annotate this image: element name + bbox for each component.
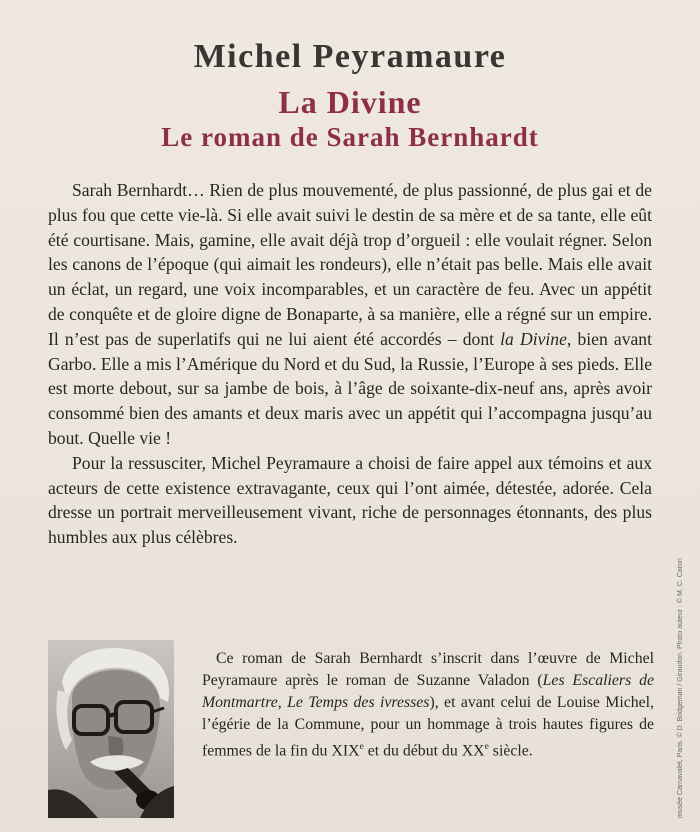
summary-paragraph-1: Sarah Bernhardt… Rien de plus mouvementé, de plus passionné, de plus gai et de plus fou que cette vie-là. Si elle avait suivi le destin de sa mère et de sa tante, elle eût été courtisane. Mais, gamine, elle avait déjà trop d’orgueil : elle voulait régner. Selon les canons de l’époque (qui aimait les rondeurs), elle n’était pas belle. Mais elle avait un éclat, un regard, une voix incomparables, et un caractère de feu. Avec un appétit de conquête et de gloire digne de Bonaparte, à sa manière, elle a régné sur un empire. Il n’est pas de superlatifs qui ne lui aient été accordés – dont la Divine, bien avant Garbo. Elle a mis l’Amérique du Nord et du Sud, la Russie, l’Europe à ses pieds. Elle est morte debout, sur sa jambe de bois, à l’âge de soixante-dix-neuf ans, après avoir consommé bien des amants et deux maris avec un appétit qui l’accompagna jusqu’au bout. Quelle vie !	[48, 180, 652, 448]
author-name: Michel Peyramaure	[193, 38, 507, 75]
author-photo	[48, 640, 174, 818]
book-title: La Divine	[278, 84, 422, 120]
bio-paragraph: Ce roman de Sarah Bernhardt s’inscrit dans l’œuvre de Michel Peyramaure après le roman de Suzanne Valadon (Les Escaliers de Montmartre, Le Temps des ivresses), et avant celui de Louise Michel, l’égérie de la Commune, pour un hommage à trois hautes figures de femmes de la fin du XIXe et du début du XXe siècle.	[202, 650, 655, 759]
summary-text	[48, 178, 652, 550]
author-portrait-image	[48, 640, 174, 818]
author-bio-text	[202, 648, 654, 762]
photo-credit: musée Carnavalet, Paris. © D. Bridgeman / Giraudon. Photo auteur : © M. C. Caron	[677, 558, 684, 818]
summary-paragraph-2: Pour la ressusciter, Michel Peyramaure a choisi de faire appel aux témoins et aux acteurs de cette existence extravagante, ceux qui l’ont aimée, détestée, adorée. Cela dresse un portrait merveilleusement vivant, riche de personnages étonnants, des plus humbles aux plus célèbres.	[48, 452, 652, 548]
book-subtitle: Le roman de Sarah Bernhardt	[161, 122, 539, 152]
